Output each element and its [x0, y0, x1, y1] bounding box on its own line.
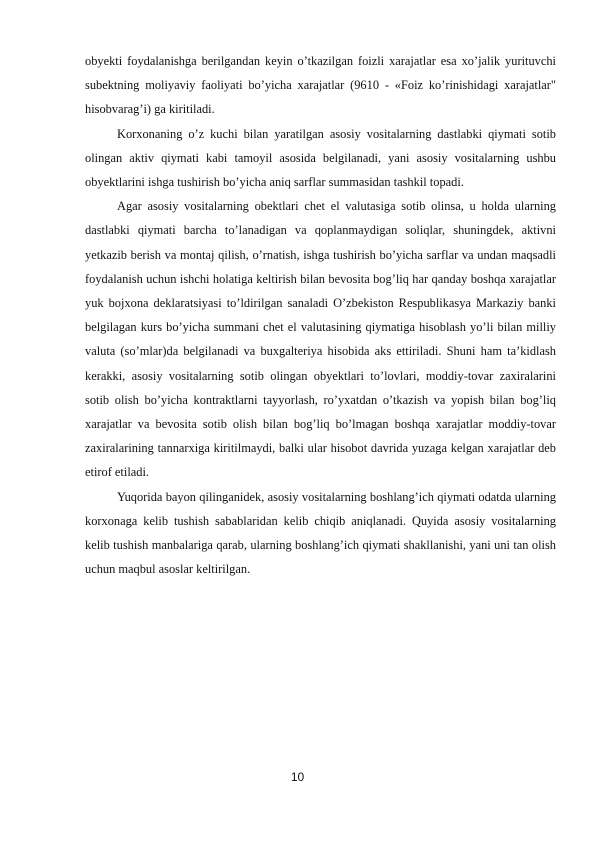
body-text	[85, 49, 556, 581]
paragraph-1: obyekti foydalanishga berilgandan keyin o’tkazilgan foizli xarajatlar esa xo’jalik yurituvchi subektning moliyaviy faoliyati bo’yicha xarajatlar (9610 - «Foiz ko’rinishidagi xarajatlar" hisobvarag’i) ga kiritiladi.	[85, 54, 556, 117]
page-number: 10	[290, 770, 305, 784]
paragraph-2: Korxonaning o’z kuchi bilan yaratilgan asosiy vositalarning dastlabki qiymati sotib olingan aktiv qiymati kabi tamoyil asosida belgilanadi, yani asosiy vositalarning ushbu obyektlarini ishga tushirish bo’yicha aniq sarflar summasidan tashkil topadi.	[85, 126, 556, 190]
paragraph-3: Agar asosiy vositalarning obektlari chet el valutasiga sotib olinsa, u holda ularning dastlabki qiymati barcha to’lanadigan va qoplanmaydigan soliqlar, shuningdek, aktivni yetkazib berish va montaj qilish, o’rnatish, ishga tushirish bo’yicha sarflar va undan maqsadli foydalanish uchun ishchi holatiga keltirish bilan bevosita bog’liq har qanday boshqa xarajatlar yuk bojxona deklaratsiyasi to’ldirilgan sanaladi O’zbekiston Respublikasya Markaziy banki belgilagan kurs bo’yicha summani chet el valutasining qiymatiga hisoblash yo’li bilan milliy valuta (so’mlar)da belgilanadi va buxgalteriya hisobida aks ettiriladi. Shuni ham ta’kidlash kerakki, asosiy vositalarning sotib olingan obyektlari to’lovlari, moddiy-tovar zaxiralarini sotib olish bo’yicha kontraktlarni tayyorlash, ro’yxatdan o’tkazish va yopish bilan bog’liq xarajatlar va bevosita sotib olish bilan bog’liq bo’lmagan boshqa xarajatlar moddiy-tovar zaxiralarining tannarxiga kiritilmaydi, balki ular hisobot davrida yuzaga kelgan xarajatlar deb etirof etiladi.	[85, 199, 556, 480]
paragraph-4: Yuqorida bayon qilinganidek, asosiy vositalarning boshlang’ich qiymati odatda ularning korxonaga kelib tushish sabablaridan kelib chiqib aniqlanadi. Quyida asosiy vositalarning kelib tushish manbalariga qarab, ularning boshlang’ich qiymati shakllanishi, yani uni tan olish uchun maqbul asoslar keltirilgan.	[85, 489, 556, 577]
